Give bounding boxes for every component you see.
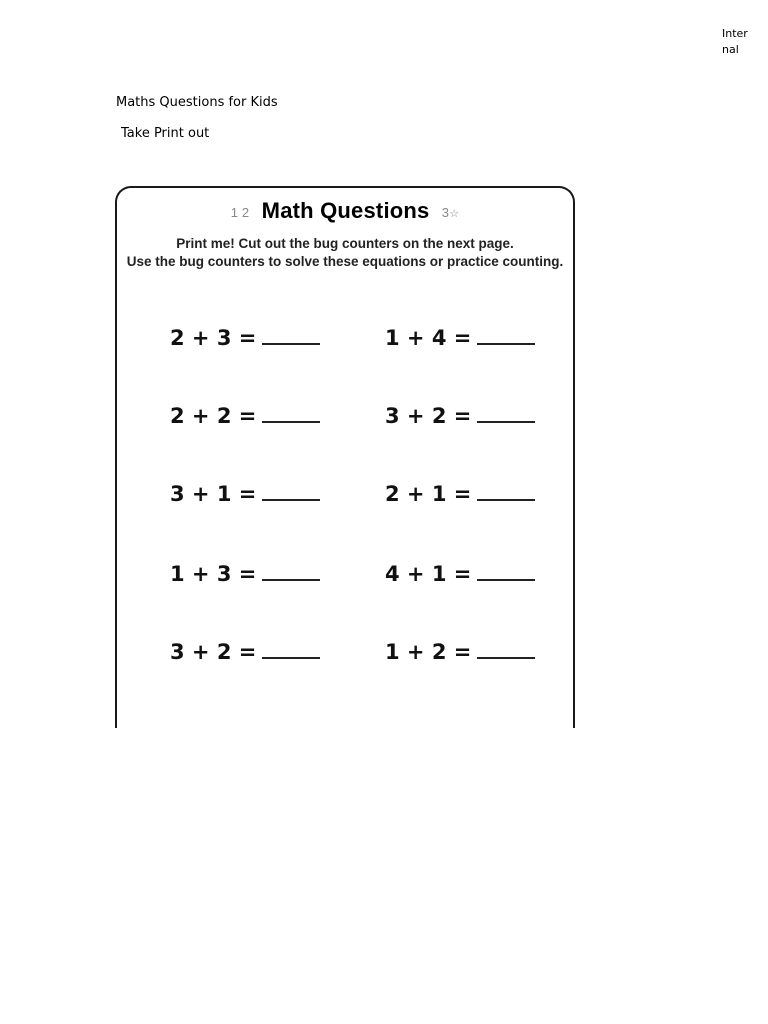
- internal-label: Internal: [722, 27, 748, 56]
- answer-blank: [477, 565, 535, 581]
- answer-blank: [477, 407, 535, 423]
- equation-right-4: 4 + 1 =: [385, 562, 535, 586]
- document-subtitle: Take Print out: [121, 126, 210, 141]
- equation-right-5: 1 + 2 =: [385, 640, 535, 664]
- equation-right-2: 3 + 2 =: [385, 404, 535, 428]
- worksheet-crop-mask: [100, 728, 600, 768]
- equation-right-1: 1 + 4 =: [385, 326, 535, 350]
- answer-blank: [262, 643, 320, 659]
- worksheet-heading-row: [117, 198, 573, 224]
- number-three-decoration-icon: 3☆: [441, 204, 460, 220]
- answer-blank: [477, 643, 535, 659]
- answer-blank: [262, 407, 320, 423]
- answer-blank: [477, 329, 535, 345]
- numbers-decoration-icon: 1 2: [230, 204, 250, 220]
- equation-right-3: 2 + 1 =: [385, 482, 535, 506]
- equation-left-3: 3 + 1 =: [170, 482, 320, 506]
- worksheet-instruction-2: Use the bug counters to solve these equations or practice counting.: [126, 254, 564, 269]
- answer-blank: [262, 485, 320, 501]
- answer-blank: [262, 329, 320, 345]
- worksheet-heading: Math Questions: [261, 198, 430, 223]
- answer-blank: [477, 485, 535, 501]
- document-title: Maths Questions for Kids: [116, 95, 278, 110]
- equation-left-1: 2 + 3 =: [170, 326, 320, 350]
- answer-blank: [262, 565, 320, 581]
- equation-left-2: 2 + 2 =: [170, 404, 320, 428]
- equation-left-4: 1 + 3 =: [170, 562, 320, 586]
- star-icon: ☆: [449, 207, 460, 220]
- worksheet-instruction-1: Print me! Cut out the bug counters on the next page.: [176, 236, 514, 251]
- worksheet-image: [115, 186, 575, 746]
- equation-left-5: 3 + 2 =: [170, 640, 320, 664]
